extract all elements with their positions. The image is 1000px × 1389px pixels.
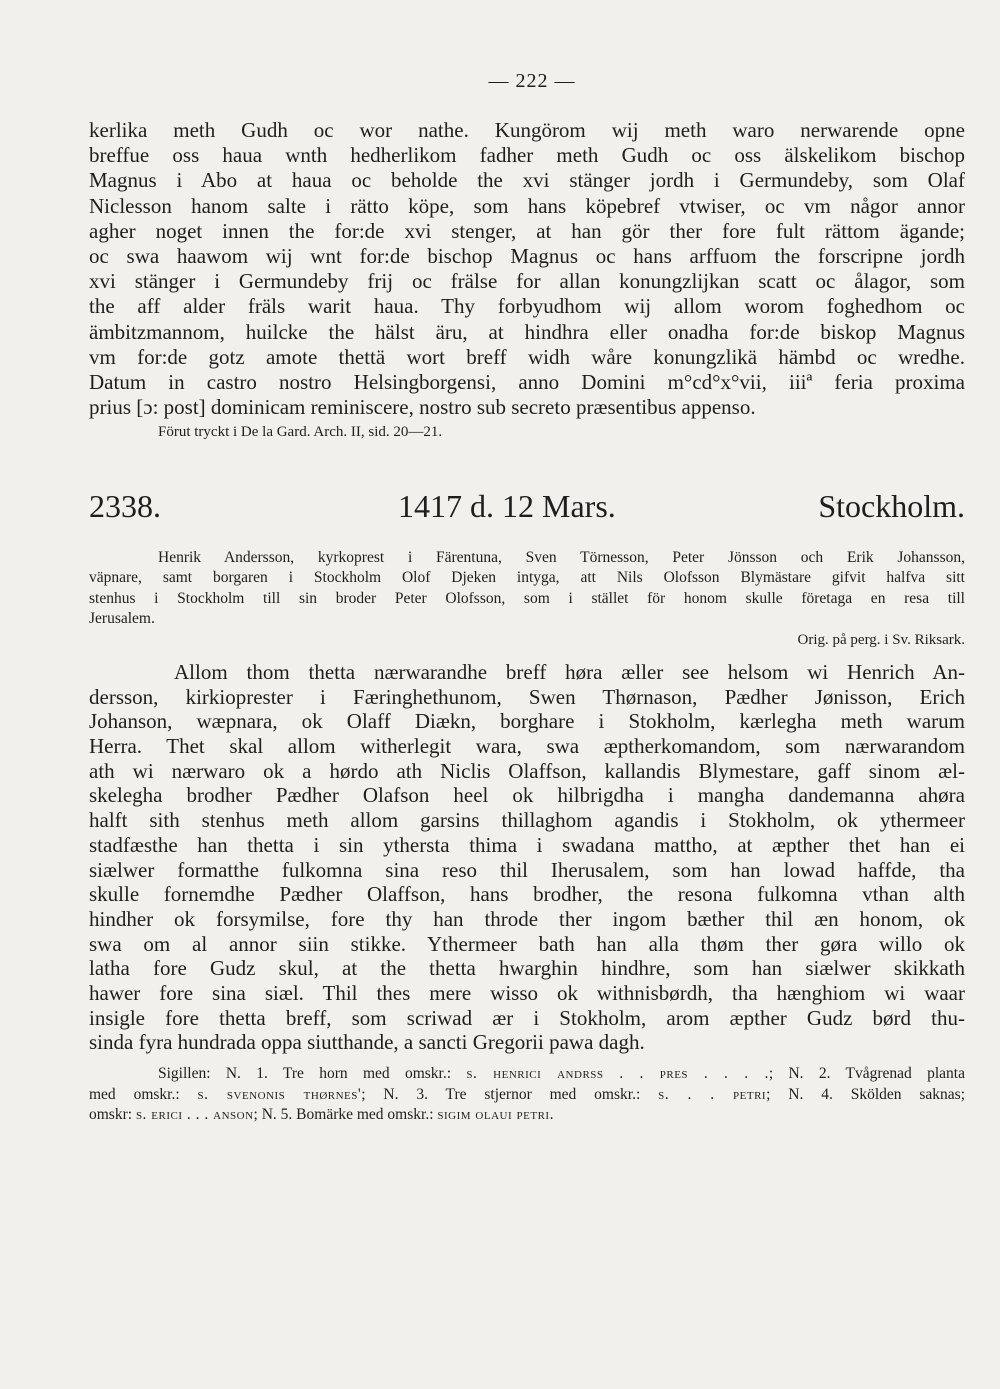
letter-line: sinda fyra hundrada oppa siutthande, a sancti Gregorii pawa dagh. xyxy=(89,1030,645,1055)
text-line: Magnus i Abo at haua oc beholde the xvi stänger jordh i Germundeby, som Olaf xyxy=(89,168,965,193)
letter-line: siælwer formatthe fulkomna sina reso thil Iherusalem, som han lowad haffde, tha xyxy=(89,857,965,882)
document-date: 1417 d. 12 Mars. xyxy=(398,488,616,524)
letter-line: ath wi nærwaro ok a hørdo ath Niclis Olaffson, kallandis Blymestare, gaff sinom æl- xyxy=(89,758,965,783)
document-number: 2338. xyxy=(89,488,161,524)
seals-note xyxy=(89,1064,965,1126)
text-line: agher noget innen the for:de xvi stenger, at han gör ther fore fult rättom ägande; xyxy=(89,218,965,243)
seals-text: ; N. 3. Tre stjernor med omskr.: xyxy=(361,1085,659,1103)
seal-inscription: sigim olaui petri. xyxy=(437,1106,554,1123)
seals-text: ; N. 5. Bomärke med omskr.: xyxy=(253,1106,438,1123)
seals-text: med omskr.: xyxy=(89,1085,198,1103)
previous-document-text xyxy=(89,118,965,420)
text-line: oc swa haawom wij wnt for:de bischop Magnus oc hans arffuom the forscripne jordh xyxy=(89,243,965,268)
letter-line: Herra. Thet skal allom witherlegit wara, swa æptherkomandom, som nærwarandom xyxy=(89,734,965,759)
text-line: Niclesson hanom salte i rätto köpe, som hans köpebref vtwiser, oc vm någor annor xyxy=(89,193,965,218)
letter-line: dersson, kirkioprester i Færinghethunom, Swen Thørnason, Pædher Jønisson, Erich xyxy=(89,684,965,709)
page-number: — 222 — xyxy=(488,70,576,92)
text-line: the aff alder fräls warit haua. Thy forbyudhom wij allom worom foghedhom oc xyxy=(89,294,965,319)
document-summary xyxy=(89,548,965,630)
letter-line: hawer fore sina siæl. Thil thes mere wisso ok withnisbørdh, tha hænghiom wi waar xyxy=(89,980,965,1005)
seal-inscription: s. erici . . . anson xyxy=(135,1106,254,1123)
seals-text: Sigillen: N. 1. Tre horn med omskr.: xyxy=(158,1065,467,1082)
letter-line: Allom thom thetta nærwarandhe breff høra æller see helsom wi Henrich An- xyxy=(174,660,965,684)
document-header xyxy=(89,488,965,532)
letter-line: stadfæsthe han thetta i sin ythersta thima i swadana mattho, at æpther thet han ei xyxy=(89,832,965,857)
summary-line: Jerusalem. xyxy=(89,610,155,628)
text-line: prius [ɔ: post] dominicam reminiscere, nostro sub secreto præsentibus appenso. xyxy=(89,395,756,420)
seals-text: omskr: xyxy=(89,1106,136,1123)
letter-line: skelegha brodher Pædher Olafson heel ok hilbrigdha i mangha dandemanna ahøra xyxy=(89,783,965,808)
text-line: vm for:de gotz amote thettä wort breff widh wåre konungzlikä hämbd oc wredhe. xyxy=(89,344,965,369)
letter-line: latha fore Gudz skul, at the thetta hwarghin hindhre, som han siælwer skikkath xyxy=(89,956,965,981)
letter-line: insigle fore thetta breff, som scriwad ær i Stokholm, arom æpther Gudz børd thu- xyxy=(89,1005,965,1030)
seals-line xyxy=(89,1105,965,1126)
text-line: ämbitzmannom, huilcke the hälst äru, at hindhra eller onadha for:de biskop Magnus xyxy=(89,319,965,344)
letter-line: Johanson, wæpnara, ok Olaff Diækn, borghare i Stokholm, kærlegha meth warum xyxy=(89,709,965,734)
letter-text xyxy=(89,660,965,1055)
seals-line xyxy=(89,1085,965,1106)
seals-text: ; N. 4. Skölden saknas; xyxy=(766,1085,966,1103)
summary-line: väpnare, samt borgaren i Stockholm Olof Djeken intyga, att Nils Olofsson Blymästare gifvit halfva sitt xyxy=(89,569,965,587)
source-note: Orig. på perg. i Sv. Riksark. xyxy=(797,632,965,648)
summary-line: stenhus i Stockholm till sin broder Peter Olofsson, som i stället för honom skulle företaga en resa till xyxy=(89,589,965,607)
letter-line: skulle fornemdhe Pædher Olaffson, hans brodher, the resona fulkomna vthan alth xyxy=(89,882,965,907)
letter-line: hindher ok forsymilse, fore thy han throde ther ingom bæther thil æn honom, ok xyxy=(89,906,965,931)
seal-inscription: s. . . petri xyxy=(658,1085,767,1103)
print-reference-note: Förut tryckt i De la Gard. Arch. II, sid. 20—21. xyxy=(158,424,443,440)
summary-line: Henrik Andersson, kyrkoprest i Färentuna, Sven Törnesson, Peter Jönsson och Erik Johansson, xyxy=(158,549,965,566)
letter-line: halft sith stenhus meth allom garsins thillaghom agandis i Stokholm, ok ythermeer xyxy=(89,808,965,833)
text-line: kerlika meth Gudh oc wor nathe. Kungörom wij meth waro nerwarende opne xyxy=(89,118,965,142)
document-place: Stockholm. xyxy=(818,488,965,524)
text-line: Datum in castro nostro Helsingborgensi, anno Domini m°cd°x°vii, iiiª feria proxima xyxy=(89,369,965,394)
letter-line: swa om al annor siin stikke. Ythermeer bath han alla thøm ther gøra willo ok xyxy=(89,931,965,956)
text-line: xvi stänger i Germundeby frij oc frälse for allan konungzlijkan scatt oc ålagor, som xyxy=(89,269,965,294)
seal-inscription: s. henrici andrss . . pres . . . . xyxy=(466,1065,769,1082)
text-line: breffue oss haua wnth hedherlikom fadher meth Gudh oc oss älskelikom bischop xyxy=(89,143,965,168)
seals-line xyxy=(89,1064,965,1085)
seals-text: ; N. 2. Tvågrenad planta xyxy=(768,1065,965,1082)
seal-inscription: s. svenonis thørnes' xyxy=(197,1085,362,1103)
